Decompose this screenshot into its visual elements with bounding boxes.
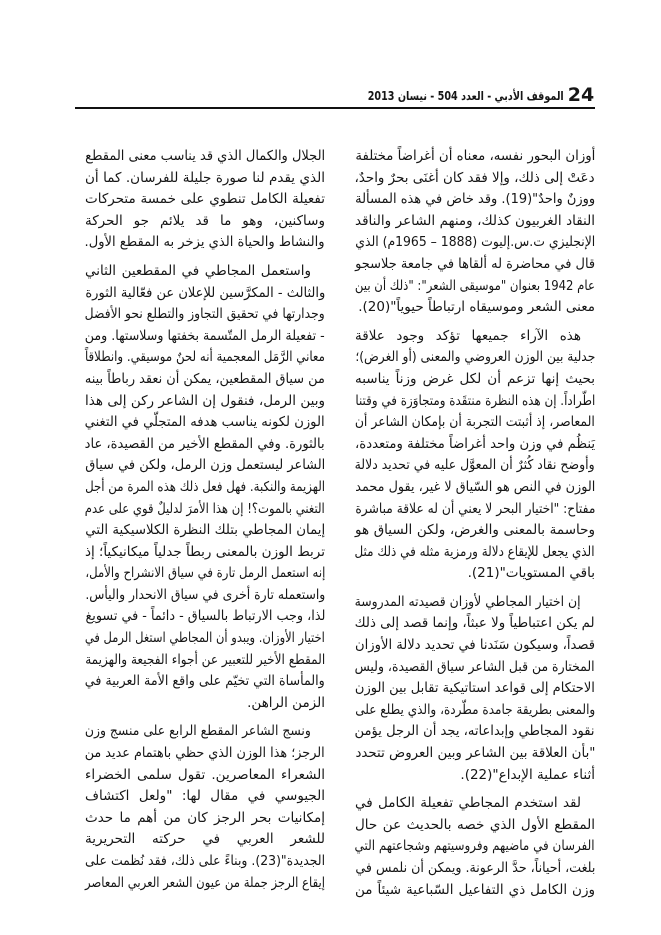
text-line	[85, 369, 325, 391]
page-number: 24	[567, 84, 595, 106]
text-line-content: بلغت، أحياناً، حدَّ الرعونة. ويمكن أن نلمس في	[355, 860, 595, 876]
text-line-content: من سياق المقطعين، يمكن أن نعقد رباطاً بينه	[85, 370, 325, 387]
text-line-content: وبين الرمل، فنقول إن الشاعر ركن إلى هذا	[85, 392, 325, 409]
text-line	[355, 276, 595, 298]
text-line-content: وساكنين، وهو ما قد يلائم جو الحركة	[85, 212, 325, 229]
text-line	[355, 520, 595, 542]
text-line	[85, 326, 325, 348]
text-line-content: لم يكن اعتباطياً ولا عبثاً، وإنما قصد إلى ذلك	[355, 615, 595, 632]
text-line	[85, 412, 325, 434]
text-line-content: جدلية بين الوزن العروضي والمعنى (أو الغرض)؛	[355, 349, 595, 366]
text-line	[85, 765, 325, 787]
text-line-content: الرجز؛ هذا الوزن الذي حظي باهتمام عديد من	[85, 745, 325, 762]
paragraph	[355, 326, 595, 585]
text-line	[355, 765, 595, 787]
text-line	[355, 297, 595, 319]
text-line-content: اختيار الأوزان. ويبدو أن المجاطي استغل الرمل في	[84, 630, 325, 647]
left-column	[85, 146, 325, 894]
text-line	[85, 232, 325, 254]
text-line	[355, 326, 595, 348]
text-line-content: الجديدة"(23). وبناءً على ذلك، فقد نُظمت على	[85, 853, 325, 869]
text-line-content: يَنظُم في وزن واحد أغراضاً مختلفة ومتعددة،	[355, 435, 595, 452]
text-line	[355, 836, 595, 858]
text-line	[355, 613, 595, 635]
text-line	[355, 434, 595, 456]
text-line-content: وحاسمة بالمعنى والغرض، ولكن السياق هو	[355, 522, 595, 539]
text-line-content: لذا، وجب الارتباط بالسياق - دائماً - في تسويغ	[85, 608, 325, 625]
text-line-content: المقطع الأخير للتعبير عن أجواء الفجيعة والهزيمة	[85, 651, 325, 668]
text-line	[85, 499, 325, 521]
text-line	[85, 477, 325, 499]
text-line	[85, 606, 325, 628]
text-line	[85, 650, 325, 672]
text-line-content: تربط الوزن بالمعنى ربطاً جدلياً ميكانيكياً؛ إذ	[84, 543, 325, 560]
text-line-content: الشعراء المعاصرين. تقول سلمى الخضراء	[85, 766, 325, 783]
text-line	[355, 815, 595, 837]
text-line	[85, 304, 325, 326]
running-header-title: الموقف الأدبي - العدد 504 - نيسان 2013	[368, 89, 564, 103]
text-line-content: مفتاح: "اختيار البحر لا يعني أن له علاقة مباشرة	[355, 500, 595, 517]
text-line-content: عام 1942 بعنوان "موسيقى الشعر": "ذلك أن بين	[355, 277, 595, 294]
text-line	[355, 793, 595, 815]
text-line	[355, 369, 595, 391]
text-line	[85, 347, 325, 369]
text-line-content: إيقاع الرجز جملة من عيون الشعر العربي المعاصر	[85, 874, 325, 891]
text-line	[355, 678, 595, 700]
text-line-content: الشاعر ليستعمل وزن الرمل، ولكن في سياق	[85, 457, 325, 474]
text-line	[85, 628, 325, 650]
text-line-content: الذي يجعل للإيقاع دلالة ورمزية مثله في ذلك مثل	[355, 543, 595, 560]
text-line	[355, 499, 595, 521]
text-line	[85, 743, 325, 765]
text-line-content: إنه استعمل الرمل تارة في سياق الانشراح والأمل،	[85, 565, 325, 582]
text-line-content: قصداً، وسيكون سَنَدنا في تحديد دلالة الأوزان	[355, 637, 595, 654]
text-line-content: المقطع الأول الذي خصه بالحديث عن حال	[355, 816, 595, 833]
text-line-content: ووزنٌ واحدٌ"(19). وقد خاض في هذه المسألة	[355, 191, 595, 208]
text-line-content: للشعر العربي في حركته التحريرية	[85, 831, 325, 848]
text-line-content: بالثورة. وفي المقطع الأخير من القصيدة، عاد	[85, 435, 325, 452]
text-line-content: الفرسان في ماضيهم وفروسيتهم وشجاعتهم التي	[355, 838, 595, 855]
text-line	[355, 592, 595, 614]
text-line-content: وأوضح نقاد كُثرٌ أن المعوَّل عليه في تحديد دلالة	[355, 457, 595, 474]
text-line-content: تفعيلة الكامل تنطوي على خمسة متحركات	[85, 191, 325, 208]
paragraph	[355, 592, 595, 786]
text-line-content: قال في محاضرة له ألقاها في جامعة جلاسجو	[355, 255, 595, 272]
text-line-content: "بأن العلاقة بين الشاعر وبين العروض تتحدد	[355, 745, 595, 762]
text-line	[355, 542, 595, 564]
text-line	[85, 721, 325, 743]
text-line	[355, 254, 595, 276]
text-line	[85, 189, 325, 211]
text-line	[355, 391, 595, 413]
text-line	[355, 743, 595, 765]
text-line	[355, 168, 595, 190]
text-line-content: وجدارتها في تحقيق التجاوز والتطلع نحو الأفضل	[85, 306, 325, 323]
text-line-content: اطّراداً. إن هذه النظرة منتقَدة ومتجاوَزة في وقتنا	[355, 392, 595, 409]
text-line	[85, 829, 325, 851]
text-line	[85, 455, 325, 477]
paragraph	[85, 261, 325, 714]
text-line-content: هذه الآراء جميعها تؤكد وجود علاقة	[355, 327, 581, 344]
text-line	[355, 635, 595, 657]
text-line-content: الوزن في النص هو السّياق لا غير، يقول محمد	[355, 478, 595, 495]
text-line	[355, 347, 595, 369]
text-line	[355, 189, 595, 211]
text-line	[355, 477, 595, 499]
text-line-content: واستعمل المجاطي في المقطعين الثاني	[85, 262, 311, 279]
text-line	[355, 700, 595, 722]
text-line-content: الهزيمة والنكبة. فهل فعل ذلك هذه المرة من أجل	[84, 478, 325, 495]
text-line	[355, 232, 595, 254]
text-line-content: الإنجليزي ت.س.إليوت (1888 – 1965م) الذي	[355, 234, 595, 251]
paragraph	[355, 793, 595, 901]
text-line	[85, 563, 325, 585]
text-line	[85, 168, 325, 190]
running-header	[368, 88, 564, 104]
text-line-content: المختارة من قبل الشاعر سياق القصيدة، وليس	[355, 658, 595, 675]
text-line-content: والمعنى بطريقة جامدة مطّردة، والذي يطلع على	[355, 701, 595, 718]
paragraph	[355, 146, 595, 319]
paragraph	[85, 146, 325, 254]
text-line-content: الاحتكام إلى قواعد استاتيكية تقابل بين الوزن	[355, 680, 595, 697]
text-line-content: الزمن الراهن.	[247, 694, 325, 711]
text-line	[355, 412, 595, 434]
text-line-content: إمكانيات بحر الرجز كان من أهم ما حدث	[85, 809, 325, 826]
text-line	[85, 211, 325, 233]
header-divider	[75, 107, 595, 109]
text-line-content: نقود المجاطي وإبداعاته، يجد أن الرجل يؤمن	[355, 723, 595, 740]
text-line	[85, 693, 325, 715]
text-line-content: الذي يقدم لنا صورة جليلة للفرسان. كما أن	[85, 169, 325, 186]
text-line-content: معاني الرَّمَل المعجمية أنه لحنٌ موسيقي. وانطلاقاً	[85, 349, 325, 366]
text-line	[85, 283, 325, 305]
text-line-content: والنشاط والحياة الذي يزخر به المقطع الأول.	[85, 234, 325, 251]
text-line-content: إيمان المجاطي بتلك النظرة الكلاسيكية التي	[85, 522, 325, 539]
text-line-content: المعاصر، إذ أثبتت التجربة أن بإمكان الشاعر أن	[355, 414, 595, 431]
text-line	[355, 657, 595, 679]
text-line-content: التغني بالموت؟! إن هذا الأمرَ لدليلٌ قوي على عدم	[85, 500, 325, 517]
right-column	[355, 146, 595, 901]
text-line-content: والمأساة التي تخيّم على واقع الأمة العربية في	[85, 673, 325, 690]
text-line-content: وزن الكامل ذي التفاعيل السّباعية شيئاً من	[355, 881, 595, 898]
text-line	[85, 808, 325, 830]
text-line-content: إن اختيار المجاطي لأوزان قصيدته المدروسة	[355, 593, 581, 610]
text-line-content: والثالث - المكرَّسين للإعلان عن فعّالية الثورة	[85, 284, 325, 301]
text-line-content: دعَتْ إلى ذلك، وإلا فقد كان أغنَى بحرٌ واحدٌ،	[355, 169, 595, 186]
text-line	[85, 391, 325, 413]
text-line-content: واستعمله تارة أخرى في سياق الانحدار واليأس.	[85, 586, 325, 603]
text-line	[355, 858, 595, 880]
text-line	[85, 542, 325, 564]
text-line-content: النقاد الغربيون كذلك، ومنهم الشاعر والناقد	[355, 212, 595, 229]
text-line	[85, 585, 325, 607]
text-line	[85, 671, 325, 693]
text-line	[85, 851, 325, 873]
text-line-content: باقي المستويات"(21).	[467, 565, 595, 582]
paragraph	[85, 721, 325, 894]
text-line-content: الوزن لكونه يناسب هدفه المتجلّي في التغني	[85, 414, 325, 431]
text-line	[85, 520, 325, 542]
text-line	[85, 434, 325, 456]
text-line	[355, 146, 595, 168]
text-line-content: بحيث إنها تزعم أن لكل غرض وزناً يناسبه	[355, 370, 595, 387]
text-line	[355, 880, 595, 902]
text-line	[85, 786, 325, 808]
text-line-content: ونسج الشاعر المقطع الرابع على منسج وزن	[85, 723, 311, 740]
text-line-content: - تفعيلة الرمل المتّسمة بخفتها وسلاستها. ومن	[85, 327, 325, 344]
text-line-content: أوزان البحور نفسه، معناه أن أغراضاً مختلفة	[355, 148, 595, 164]
text-line-content: الجيوسي في مقال لها: "ولعل اكتشاف	[85, 788, 325, 805]
text-line-content: أثناء عملية الإبداع"(22).	[460, 766, 595, 783]
text-line	[85, 261, 325, 283]
text-line	[355, 721, 595, 743]
text-line-content: الجلال والكمال الذي قد يناسب معنى المقطع	[85, 148, 325, 164]
text-line	[355, 211, 595, 233]
text-line	[85, 146, 325, 168]
text-line-content: معنى الشعر وموسيقاه ارتباطاً حيوياً"(20).	[358, 299, 595, 316]
text-line	[355, 563, 595, 585]
text-line-content: لقد استخدم المجاطي تفعيلة الكامل في	[355, 795, 581, 812]
text-line	[85, 873, 325, 895]
text-line	[355, 455, 595, 477]
